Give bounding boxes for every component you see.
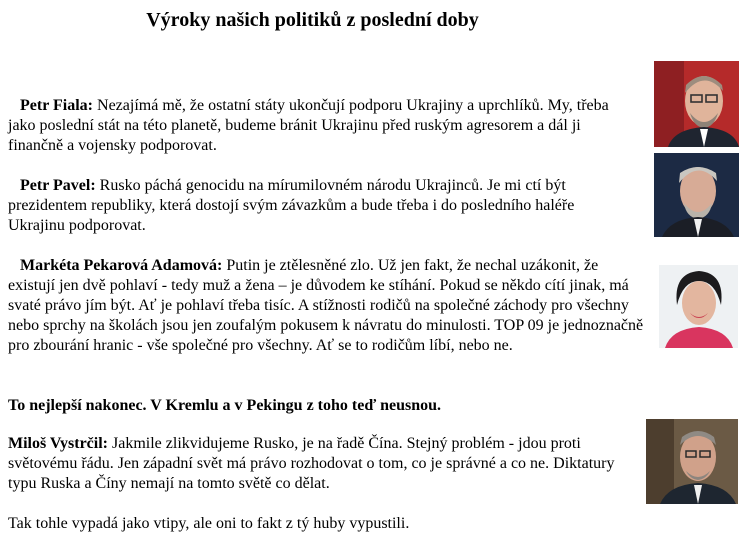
speaker-name: Markéta Pekarová Adamová: xyxy=(20,257,223,274)
closing-line: Tak tohle vypadá jako vtipy, ale oni to fakt z tý huby vypustili. xyxy=(8,515,410,532)
speaker-name: Petr Pavel: xyxy=(20,177,96,194)
quote-text: Jakmile zlikvidujeme Rusko, je na řadě Čína. Stejný problém - jdou proti světovému řádu. Jen západní svět má právo rozhodovat o tom, co je správné a co ne. Diktatury typu Ruska a Číny nemají na tomto světě co dělat. xyxy=(8,435,615,492)
quote-petr-pavel xyxy=(8,176,630,236)
portrait-petr-pavel xyxy=(654,153,739,237)
quote-text: Nezajímá mě, že ostatní státy ukončují podporu Ukrajiny a uprchlíků. My, třeba jako poslední stát na této planetě, budeme bránit Ukrajinu před ruským agresorem a dál ji finančně a vojensky podporovat. xyxy=(8,97,609,154)
speaker-name: Miloš Vystrčil: xyxy=(8,435,108,452)
quote-petr-fiala xyxy=(8,96,630,156)
quote-text: Putin je ztělesněné zlo. Už jen fakt, že nechal uzákonit, že existují jen dvě pohlaví - tedy muž a žena – je důvodem ke stíhání. Pokud se někdo cítí jinak, má svaté právo jím být. Ať je pohlaví třeba tisíc. A stížnosti rodičů na společné záchody pro všechny nebo sprchy na školách jsou jen zoufalým pokusem k návratu do minulosti. TOP 09 je jednoznačně pro zbourání hranic - vše společné pro všechny. Ať se to rodičům líbí, nebo ne. xyxy=(8,257,644,354)
interlude-line: To nejlepší nakonec. V Kremlu a v Pekingu z toho teď neusnou. xyxy=(8,397,441,414)
portrait-petr-fiala xyxy=(654,61,739,147)
portrait-marketa-pekarova-adamova xyxy=(659,265,738,348)
quote-milos-vystrcil xyxy=(8,434,636,494)
quote-text: Rusko páchá genocidu na mírumilovném národu Ukrajinců. Je mi ctí být prezidentem republiky, která dostojí svým závazkům a bude třeba i do posledního haléře Ukrajinu podporovat. xyxy=(8,177,575,234)
page-title: Výroky našich politiků z poslední doby xyxy=(146,9,479,31)
speaker-name: Petr Fiala: xyxy=(20,97,94,114)
quote-marketa-pekarova-adamova xyxy=(8,256,648,356)
portrait-milos-vystrcil xyxy=(646,419,738,504)
